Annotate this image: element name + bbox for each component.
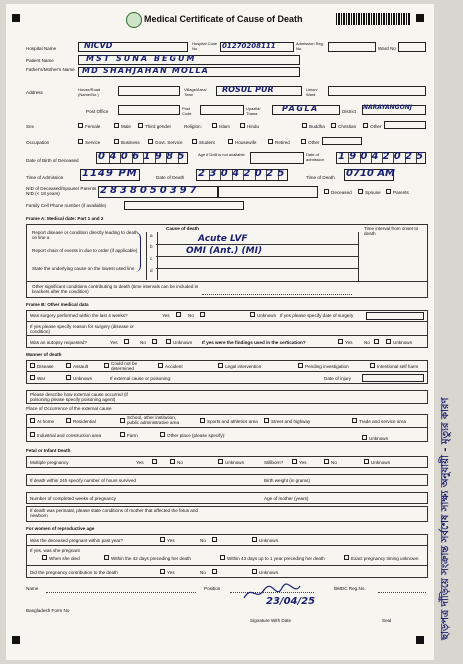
place-school-label: School, other institution, public administrative area <box>127 415 180 426</box>
sex-female-label: Female <box>85 124 101 129</box>
occ-student-label: Student <box>199 140 215 145</box>
occ-other-field[interactable] <box>322 137 362 145</box>
manner-selfharm-label: Intentional self harm <box>377 364 419 369</box>
women-contribute-unknown-label: Unknown <box>259 570 279 575</box>
barcode <box>336 13 410 25</box>
father-name-label: Father's/Mother's Name <box>26 67 75 72</box>
place-other-label: Other place (please specify): <box>167 433 226 438</box>
sex-third-checkbox[interactable] <box>138 123 143 128</box>
fetal-yes-checkbox[interactable] <box>152 459 157 464</box>
women-pregnant-yes-checkbox[interactable] <box>160 537 165 542</box>
surgery-no-checkbox[interactable] <box>200 312 205 317</box>
age-field[interactable] <box>250 152 304 164</box>
women-contribute-yes-label: Yes <box>167 570 175 575</box>
footer-seal-label: Seal <box>382 618 392 623</box>
nid-spouse-checkbox[interactable] <box>358 189 363 194</box>
footer-signature-label: Signature With Date <box>250 618 292 623</box>
manner-unknown-label: Unknown <box>73 376 93 381</box>
government-seal-icon <box>126 12 142 28</box>
women-pregnant-no-checkbox[interactable] <box>212 537 217 542</box>
date-injury-label: Date of injury <box>324 376 352 381</box>
village-value: ROSUL PUR <box>222 85 274 94</box>
interval-label: Time interval from onset to death <box>364 226 419 237</box>
fetal-multiple-label: Multiple pregnancy <box>30 460 69 465</box>
margin-note-area <box>434 0 463 664</box>
religion-christian-label: Christian <box>338 124 357 129</box>
sex-third-label: Third gender <box>145 124 172 129</box>
occ-housewife-label: Housewife <box>235 140 257 145</box>
fetal-yes-label: Yes <box>136 460 144 465</box>
occ-retired-label: Retired <box>275 140 290 145</box>
stillborn-label: Stillborn? <box>264 460 284 465</box>
interval-column <box>358 232 429 282</box>
manner-unknown-checkbox[interactable] <box>66 375 71 380</box>
stillborn-no-checkbox[interactable] <box>324 459 329 464</box>
religion-islam-label: Islam <box>219 124 230 129</box>
autopsy-question: Was an autopsy requested? <box>30 340 88 345</box>
religion-other-label: Other <box>370 124 382 129</box>
certificate-title: Medical Certificate of Cause of Death <box>144 14 303 24</box>
manner-pending-checkbox[interactable] <box>298 363 303 368</box>
stillborn-yes-label: Yes <box>299 460 307 465</box>
nid-parents-checkbox[interactable] <box>386 189 391 194</box>
women-when-died-checkbox[interactable] <box>42 555 47 560</box>
nid-deceased-checkbox[interactable] <box>324 189 329 194</box>
nid-extra-field[interactable] <box>218 186 318 198</box>
fetal-hours-label: If death within 24h specify number of hours survived <box>30 478 136 483</box>
nid-parents-label: Parents <box>393 190 409 195</box>
postcode-field[interactable] <box>200 105 244 115</box>
place-sports-label: Sports and athletics area <box>207 419 258 424</box>
religion-islam-checkbox[interactable] <box>212 123 217 128</box>
footer-name-line <box>46 592 196 593</box>
women-pregnant-unknown-checkbox[interactable] <box>252 537 257 542</box>
women-pregnant-unknown-label: Unknown <box>259 538 279 543</box>
footer-bmdc-label: BMDC Reg.No. <box>334 586 366 591</box>
nid-spouse-label: Spouse <box>365 190 381 195</box>
fetal-unknown-label: Unknown <box>225 460 245 465</box>
surgery-date-label: If yes please specify date of surgery <box>280 313 354 318</box>
autopsy-no-checkbox[interactable] <box>152 339 157 344</box>
autopsy-unknown-label: Unknown <box>173 340 193 345</box>
frame-a-part2-text: Other significant conditions contributing to death (time intervals can be included in brackets after the condition) <box>32 284 199 295</box>
stillborn-no-label: No <box>331 460 337 465</box>
stillborn-yes-checkbox[interactable] <box>292 459 297 464</box>
line-c-letter: c <box>150 256 153 261</box>
hospital-code-label: Hospital Code No. <box>192 41 218 51</box>
date-admission-value: 19042025 <box>338 151 428 162</box>
women-timing-unknown-checkbox[interactable] <box>344 555 349 560</box>
occ-govt-checkbox[interactable] <box>148 139 153 144</box>
occ-other-label: Other <box>308 140 320 145</box>
findings-yes-label: Yes <box>345 340 353 345</box>
autopsy-yes-checkbox[interactable] <box>124 339 129 344</box>
occ-govt-label: Govt. Service <box>155 140 183 145</box>
line-a-letter: a <box>150 233 153 238</box>
corner-mark-bottom-right <box>416 636 424 644</box>
surgery-date-field[interactable] <box>366 312 424 320</box>
religion-buddha-label: Buddha <box>309 124 325 129</box>
dob-label: Date of Birth of Deceased <box>26 158 79 163</box>
women-contribute-no-label: No <box>200 570 206 575</box>
findings-no-checkbox[interactable] <box>374 339 379 344</box>
women-when-died-label: When she died <box>49 556 80 561</box>
women-when-label: If yes, was she pregnant <box>30 548 80 553</box>
findings-no-label: No <box>364 340 370 345</box>
place-sports-checkbox[interactable] <box>200 418 205 423</box>
women-pregnant-yes-label: Yes <box>167 538 175 543</box>
place-industrial-checkbox[interactable] <box>30 432 35 437</box>
occ-retired-checkbox[interactable] <box>268 139 273 144</box>
occ-service-label: Service <box>85 140 101 145</box>
manner-heading: Manner of death <box>26 352 62 357</box>
occ-service-checkbox[interactable] <box>78 139 83 144</box>
manner-assault-checkbox[interactable] <box>66 363 71 368</box>
postcode-label: Post Code <box>182 106 192 116</box>
fetal-unknown-checkbox[interactable] <box>218 459 223 464</box>
time-death-label: Time of Death <box>306 175 335 180</box>
time-admission-value: 1149 PM <box>82 168 138 179</box>
house-field[interactable] <box>118 86 180 96</box>
ward-field[interactable] <box>398 42 426 52</box>
patient-name-label: Patient Name <box>26 58 54 63</box>
place-trade-label: Trade and service area <box>359 419 407 424</box>
frame-a-bracket-icon <box>130 232 141 272</box>
manner-undetermined-checkbox[interactable] <box>104 363 109 368</box>
autopsy-yes-label: Yes <box>110 340 118 345</box>
findings-unknown-checkbox[interactable] <box>386 339 391 344</box>
place-residential-checkbox[interactable] <box>66 418 71 423</box>
fetal-no-label: No <box>177 460 183 465</box>
surgery-unknown-checkbox[interactable] <box>250 312 255 317</box>
manner-accident-checkbox[interactable] <box>158 363 163 368</box>
place-home-label: At home <box>37 419 55 424</box>
women-contribute-no-checkbox[interactable] <box>212 569 217 574</box>
date-death-label: Date of Death <box>156 175 185 180</box>
place-unknown-label: Unknown <box>369 436 389 441</box>
nid-value: 2838050397 <box>100 185 200 196</box>
religion-hindu-checkbox[interactable] <box>240 123 245 128</box>
fetal-weeks-label: Number of completed weeks of pregnancy <box>30 496 117 501</box>
women-1year-label: Within 43 days up to 1 year preceding her death <box>227 556 325 561</box>
postoffice-label: Post Office <box>86 109 109 114</box>
religion-label: Religion: <box>184 124 202 129</box>
manner-legal-checkbox[interactable] <box>218 363 223 368</box>
religion-buddha-checkbox[interactable] <box>302 123 307 128</box>
date-injury-field[interactable] <box>362 374 424 382</box>
time-admission-label: Time of Admission <box>26 175 64 180</box>
occ-business-label: Business <box>121 140 140 145</box>
surgery-reason-label: If yes please specify reason for surgery (disease or condition) <box>30 324 134 335</box>
nid-deceased-label: Deceased <box>331 190 352 195</box>
sex-male-label: Male <box>121 124 131 129</box>
phone-field[interactable] <box>124 201 244 210</box>
women-1year-checkbox[interactable] <box>220 555 225 560</box>
autopsy-no-label: No <box>140 340 146 345</box>
nid-label: NID of Deceased/Spouse/ Parents NID (< 18 years) <box>26 186 97 197</box>
place-home-checkbox[interactable] <box>30 418 35 423</box>
phone-label: Family Cell Phone number (if available) <box>26 203 107 208</box>
fetal-heading: Fetal or Infant Death <box>26 448 71 453</box>
surgery-yes-checkbox[interactable] <box>176 312 181 317</box>
place-residential-label: Residential <box>73 419 96 424</box>
upazila-label: Upazila/ Thana <box>246 106 261 116</box>
autopsy-unknown-checkbox[interactable] <box>166 339 171 344</box>
women-contribute-yes-checkbox[interactable] <box>160 569 165 574</box>
footer-bmdc-line <box>378 592 426 593</box>
ward-label: Ward No <box>378 46 396 51</box>
manner-legal-label: Legal intervention <box>225 364 262 369</box>
women-contribute-unknown-checkbox[interactable] <box>252 569 257 574</box>
manner-accident-label: Accident <box>165 364 183 369</box>
external-cause-label: If external cause or poisoning: <box>110 376 172 381</box>
stillborn-unknown-label: Unknown <box>371 460 391 465</box>
address-label: Address <box>26 90 43 95</box>
surgery-no-label: No <box>188 313 194 318</box>
manner-undetermined-label: Could not be determined <box>111 361 138 372</box>
describe-label: Please describe how external cause occurred (if poisoning please specify poisoning agent) <box>30 392 128 403</box>
women-timing-unknown-label: Exact pregnancy timing unknown <box>351 556 419 561</box>
patient-name-value: MST SUNA BEGUM <box>86 54 197 63</box>
sex-male-checkbox[interactable] <box>114 123 119 128</box>
religion-hindu-label: Hindu <box>247 124 260 129</box>
autopsy-findings-label: If yes were the findings used in the certication? <box>202 340 306 345</box>
place-farm-checkbox[interactable] <box>120 432 125 437</box>
religion-christian-checkbox[interactable] <box>331 123 336 128</box>
manner-disease-checkbox[interactable] <box>30 363 35 368</box>
religion-other-field[interactable] <box>384 121 426 129</box>
cause-of-death-label: Cause of death <box>166 226 199 231</box>
admission-reg-label: Admission Reg. No. <box>296 41 325 51</box>
line-d-letter: d <box>150 268 153 273</box>
sex-female-checkbox[interactable] <box>78 123 83 128</box>
place-school-checkbox[interactable] <box>120 418 125 423</box>
father-name-value: MD SHAHJAHAN MOLLA <box>82 66 210 75</box>
manner-selfharm-checkbox[interactable] <box>370 363 375 368</box>
place-industrial-label: Industrial and construction area <box>37 433 102 438</box>
corner-mark-left <box>12 14 20 22</box>
fetal-perinatal-label: If death was perinatal, please state conditions of mother that affected the fetus and newborn <box>30 508 198 519</box>
footer-form-label: Bangladesh Form No <box>26 608 70 613</box>
date-death-value: 23042025 <box>198 168 289 179</box>
certificate-sheet <box>6 4 434 660</box>
hospital-name-value: NICVD <box>84 41 113 50</box>
sex-label: Sex <box>26 124 34 129</box>
occ-other-checkbox[interactable] <box>301 139 306 144</box>
occ-housewife-checkbox[interactable] <box>228 139 233 144</box>
surgery-yes-label: Yes <box>162 313 170 318</box>
fetal-weight-label: Birth weight (in grams) <box>264 478 310 483</box>
house-label: House/Road (Name/No.) <box>78 87 101 97</box>
occ-student-checkbox[interactable] <box>192 139 197 144</box>
manner-war-label: War <box>37 376 46 381</box>
religion-other-checkbox[interactable] <box>363 123 368 128</box>
fetal-no-checkbox[interactable] <box>170 459 175 464</box>
manner-disease-label: Disease <box>37 364 54 369</box>
women-pregnant-no-label: No <box>200 538 206 543</box>
dob-value: 04061985 <box>98 151 189 162</box>
postoffice-field[interactable] <box>118 105 180 115</box>
manner-assault-label: Assault <box>73 364 89 369</box>
corner-mark-right <box>416 14 424 22</box>
place-farm-label: Farm <box>127 433 138 438</box>
place-trade-checkbox[interactable] <box>352 418 357 423</box>
age-label: Age if DoB is not available <box>198 152 245 157</box>
place-street-checkbox[interactable] <box>264 418 269 423</box>
place-heading: Place of Occurrence of the external cause <box>26 406 112 411</box>
women-pregnant-question: Was the deceased pregnant within past year? <box>30 538 124 543</box>
women-42days-label: Within the 42 days preceding her death <box>111 556 191 561</box>
occ-business-checkbox[interactable] <box>114 139 119 144</box>
union-field[interactable] <box>328 86 426 96</box>
hospital-name-label: Hospital Name <box>26 46 57 51</box>
signature-date-value: 23/04/25 <box>266 596 316 607</box>
women-42days-checkbox[interactable] <box>104 555 109 560</box>
surgery-unknown-label: Unknown <box>257 313 277 318</box>
footer-position-label: Position <box>204 586 221 591</box>
time-death-value: 0710 AM <box>346 168 396 179</box>
place-unknown-checkbox[interactable] <box>362 435 367 440</box>
corner-mark-bottom-left <box>12 636 20 644</box>
district-label: District <box>342 109 357 114</box>
findings-unknown-label: Unknown <box>393 340 413 345</box>
frame-a-text3: State the underlying cause on the lowest used line <box>32 266 135 271</box>
place-street-label: Street and highway <box>271 419 311 424</box>
place-other-checkbox[interactable] <box>160 432 165 437</box>
surgery-question: Was surgery performed within the last 4 weeks? <box>30 313 128 318</box>
union-label: Union/ Ward <box>306 87 318 97</box>
line-b-letter: b <box>150 244 153 249</box>
frame-a-text1: Report disease or condition directly leading to death on line a <box>32 230 138 241</box>
margin-note: ছাড়পত্র দাঁড়িয়ে সংক্রান্ত সর্বশেষ সাক্ষ্য অনুযায়ী - মৃত্যুর কারণ <box>440 397 451 640</box>
village-label: Village/Area/ Town <box>184 87 207 97</box>
footer-name-label: Name <box>26 586 39 591</box>
cause-b-value: OMI (Ant.) (MI) <box>186 246 263 256</box>
date-admission-label: Date of admission <box>306 152 325 162</box>
women-contribute-label: Did the pregnancy contribution to the death <box>30 570 118 575</box>
frame-a-part2-line <box>202 294 352 295</box>
district-value: NARAYANGONJ <box>363 104 412 111</box>
fetal-mother-age-label: Age of mother (years) <box>264 496 309 501</box>
occupation-label: Occupation <box>26 140 50 145</box>
women-heading: For women of reproductive age <box>26 526 95 531</box>
cause-a-value: Acute LVF <box>198 234 248 244</box>
frame-a-text2: Report chain of events in due to order (if applicable) <box>32 248 138 253</box>
findings-yes-checkbox[interactable] <box>338 339 343 344</box>
admission-reg-field[interactable] <box>328 42 376 52</box>
manner-pending-label: Pending investigation <box>305 364 349 369</box>
manner-war-checkbox[interactable] <box>30 375 35 380</box>
frame-b-heading: Frame B: Other medical data <box>26 302 89 307</box>
frame-a-heading: Frame A: Medical date: Part 1 and 2 <box>26 216 104 221</box>
upazila-value: PAGLA <box>282 104 319 113</box>
hospital-code-value: 01270208111 <box>222 42 276 50</box>
stillborn-unknown-checkbox[interactable] <box>364 459 369 464</box>
